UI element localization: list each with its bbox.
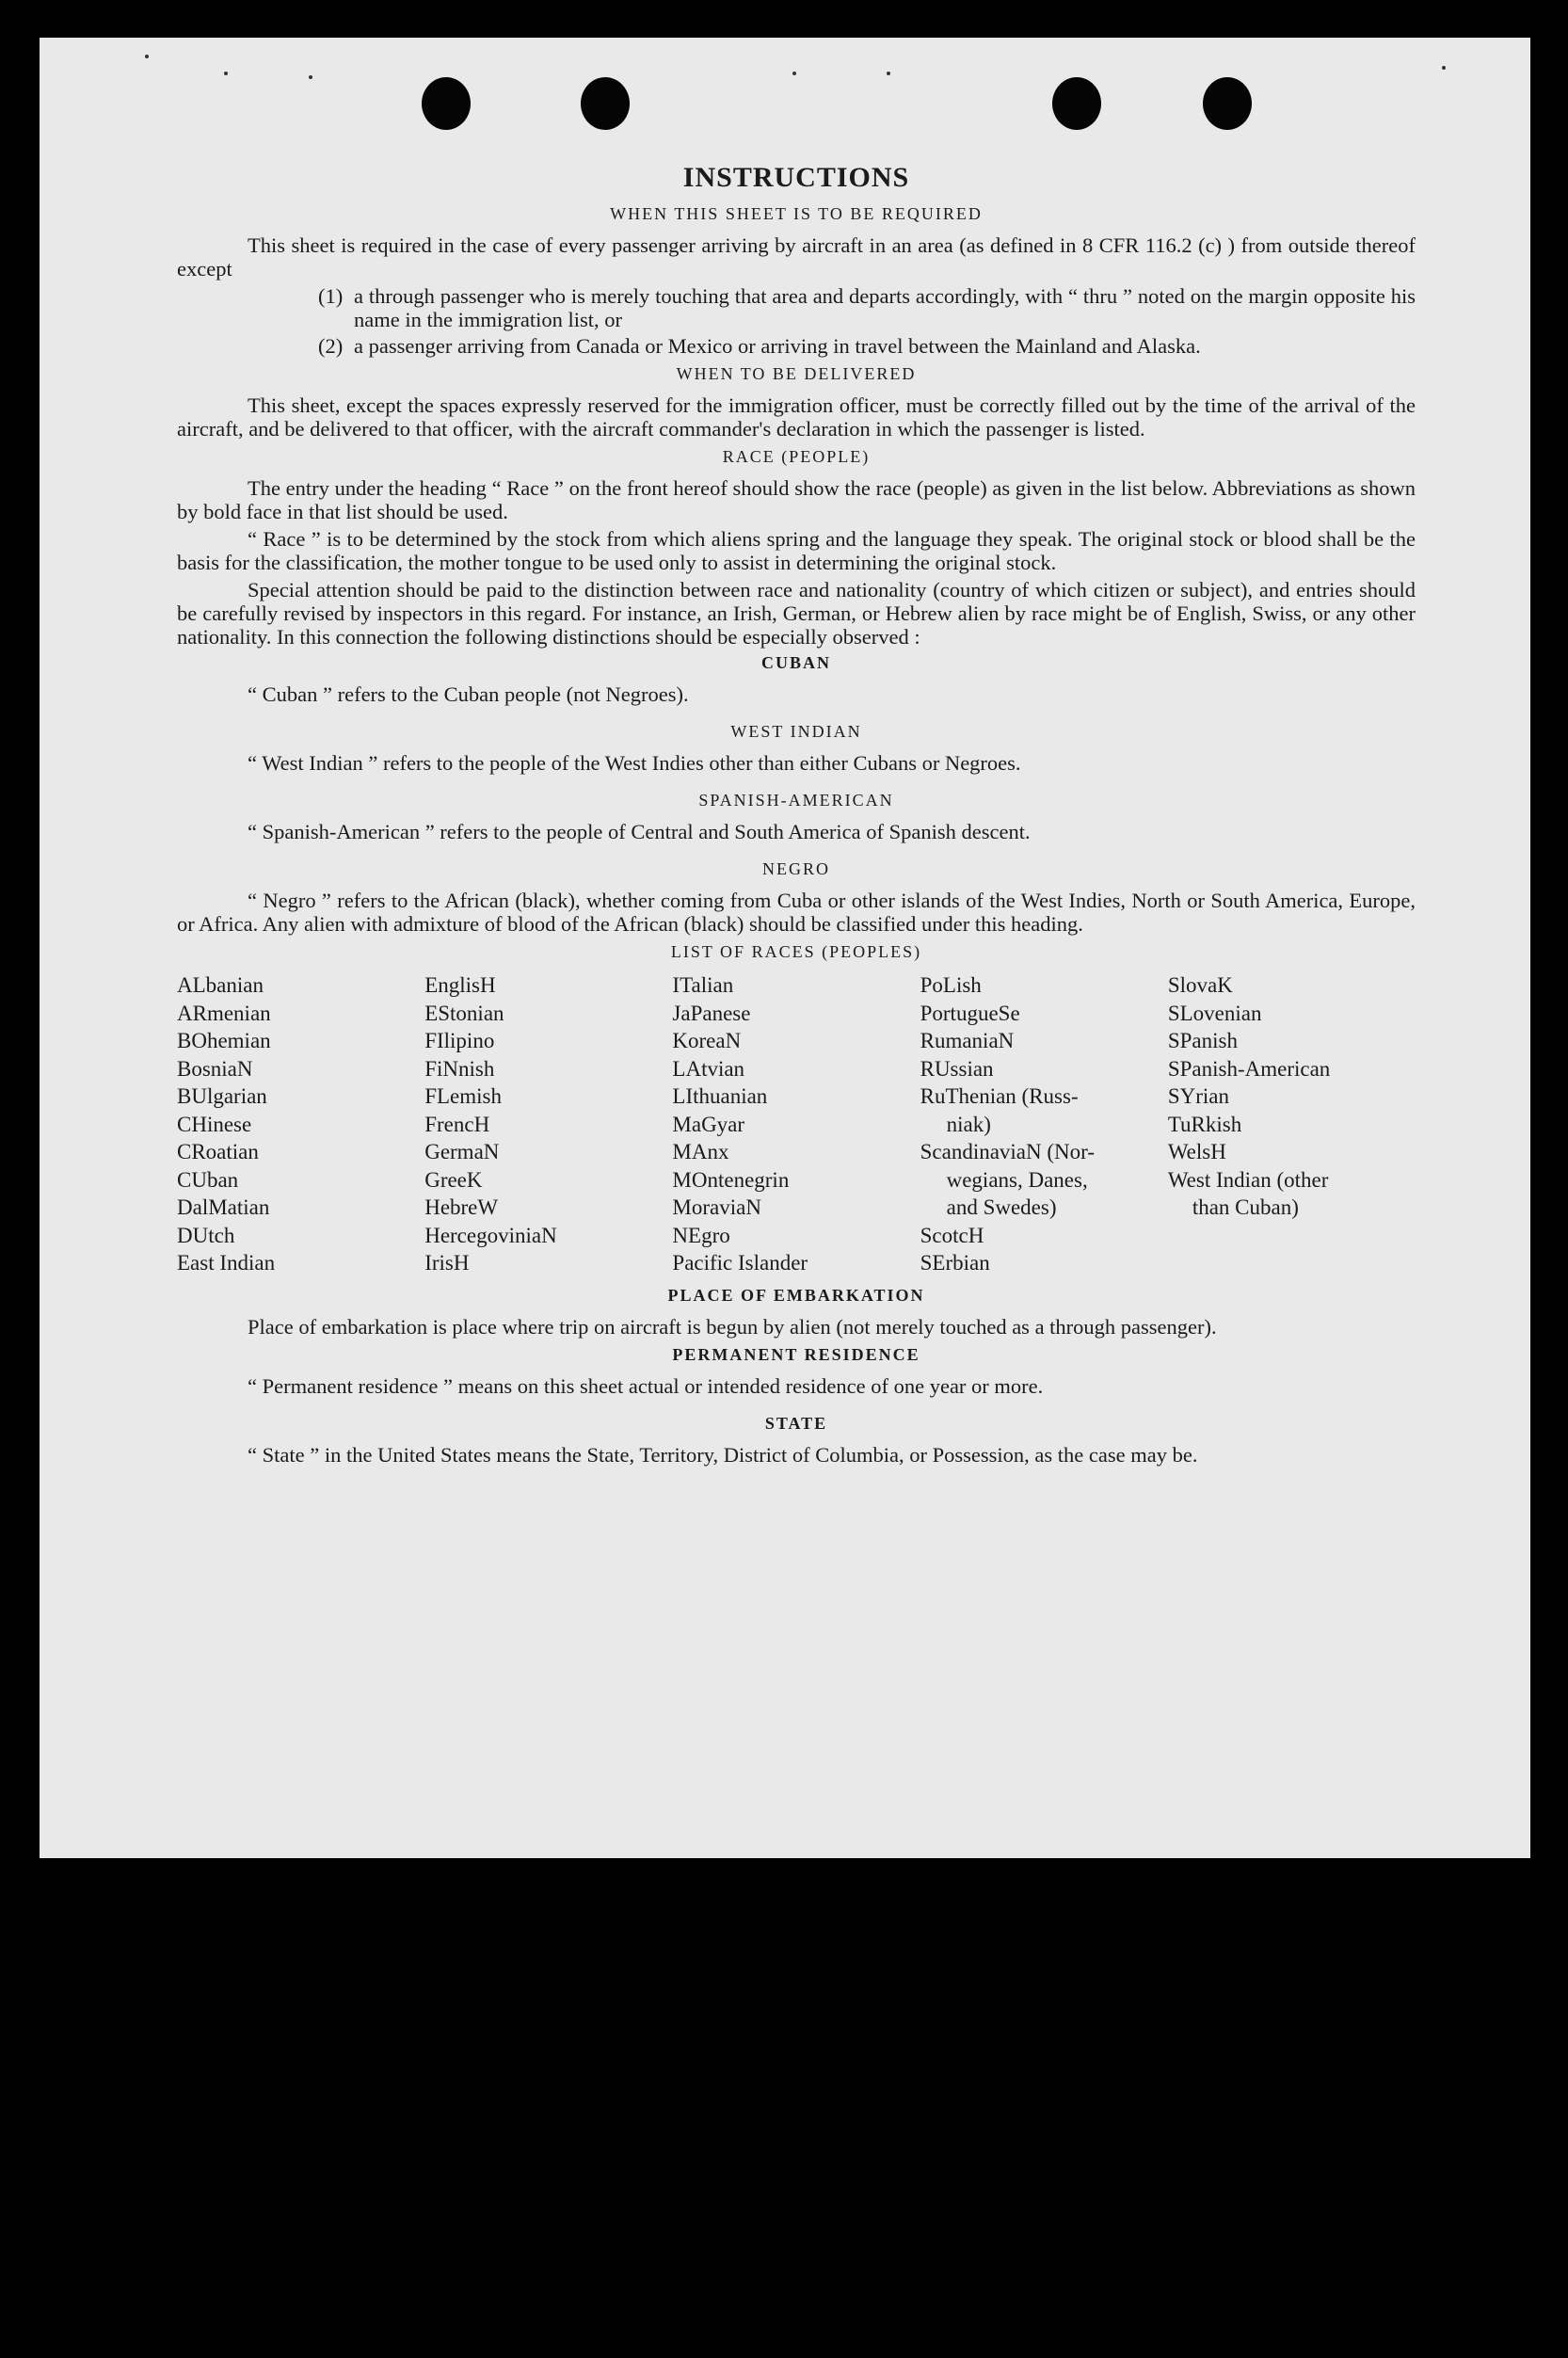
race-entry: TuRkish	[1167, 1112, 1242, 1136]
speck	[792, 72, 796, 75]
race-entry: ScotcH	[920, 1223, 984, 1247]
races-column	[672, 971, 920, 1277]
section-heading: WEST INDIAN	[730, 722, 862, 741]
race-entry: RumaniaN	[920, 1029, 1015, 1052]
race-entry: and Swedes)	[946, 1195, 1057, 1219]
races-column	[1168, 971, 1416, 1277]
paragraph: Place of embarkation is place where trip on aircraft is begun by alien (not merely touched as a through passenger).	[248, 1314, 1217, 1339]
paragraph: This sheet is required in the case of every passenger arriving by aircraft in an area (as defined in 8 CFR 116.2 (c) ) from outside thereof except	[177, 233, 1416, 281]
race-entry: than Cuban)	[1192, 1195, 1299, 1219]
race-entry: NEgro	[672, 1223, 730, 1247]
paragraph: This sheet, except the spaces expressly reserved for the immigration officer, must be correctly filled out by the time of the arrival of the aircraft, and be delivered to that officer, with the aircraft commander's declaration in which the passenger is listed.	[177, 393, 1416, 441]
race-entry: SlovaK	[1167, 973, 1233, 997]
race-entry: GreeK	[424, 1167, 483, 1192]
speck	[145, 55, 149, 58]
race-entry: niak)	[946, 1112, 991, 1136]
race-entry: West Indian (other	[1167, 1167, 1329, 1192]
race-entry: SPanish	[1167, 1029, 1238, 1052]
instructions-content	[177, 162, 1416, 1470]
section-heading: RACE (PEOPLE)	[722, 447, 871, 466]
race-entry: PortugueSe	[920, 1001, 1020, 1025]
race-entry: BosniaN	[177, 1056, 253, 1081]
document-page	[40, 38, 1530, 1858]
speck	[224, 72, 228, 75]
race-entry: CUban	[177, 1167, 239, 1192]
race-entry: IrisH	[424, 1251, 470, 1275]
list-item: (2) a passenger arriving from Canada or Mexico or arriving in travel between the Mainland and Alaska.	[318, 334, 1201, 358]
race-entry: ARmenian	[177, 1001, 271, 1025]
punch-hole	[581, 77, 630, 130]
paragraph: “ Permanent residence ” means on this sheet actual or intended residence of one year or more.	[248, 1373, 1044, 1398]
race-entry: SYrian	[1167, 1084, 1229, 1108]
race-entry: DalMatian	[177, 1195, 270, 1219]
punch-hole	[422, 77, 471, 130]
race-entry: SErbian	[920, 1251, 990, 1275]
speck	[887, 72, 890, 75]
race-entry: JaPanese	[672, 1001, 751, 1025]
race-entry: SPanish-American	[1167, 1056, 1331, 1081]
race-entry: Pacific Islander	[672, 1251, 808, 1275]
punch-hole	[1203, 77, 1252, 130]
section-heading: WHEN TO BE DELIVERED	[676, 364, 917, 383]
races-column	[177, 971, 424, 1277]
race-entry: RUssian	[920, 1056, 994, 1081]
document-title: INSTRUCTIONS	[682, 162, 910, 193]
race-entry: EnglisH	[424, 973, 496, 997]
race-entry: DUtch	[177, 1223, 235, 1247]
race-entry: GermaN	[424, 1140, 500, 1163]
paragraph: The entry under the heading “ Race ” on the front hereof should show the race (people) as given in the list below. Abbreviations as shown by bold face in that list should be used.	[177, 476, 1416, 523]
race-entry: LIthuanian	[672, 1084, 768, 1108]
races-column	[920, 971, 1168, 1277]
paragraph: “ Cuban ” refers to the Cuban people (not Negroes).	[248, 682, 689, 706]
paragraph: Special attention should be paid to the distinction between race and nationality (country of which citizen or subject), and entries should be carefully revised by inspectors in this regard. For instance, an Irish, German, or Hebrew alien by race might be of English, Swiss, or any other nationality. In this connection the following distinctions should be especially observed :	[177, 578, 1416, 649]
race-entry: RuThenian (Russ-	[920, 1084, 1079, 1108]
race-entry: ITalian	[672, 973, 734, 997]
exception-list	[177, 284, 1416, 358]
list-item: (1) a through passenger who is merely touching that area and departs accordingly, with “ thru ” noted on the margin opposite his name in the immigration list, or	[318, 284, 1416, 331]
section-heading: PLACE OF EMBARKATION	[667, 1285, 925, 1305]
race-entry: EStonian	[424, 1001, 504, 1025]
paragraph: “ Race ” is to be determined by the stock from which aliens spring and the language they speak. The original stock or blood shall be the basis for the classification, the mother tongue to be used only to assist in determining the original stock.	[177, 527, 1416, 574]
paragraph: “ West Indian ” refers to the people of the West Indies other than either Cubans or Negroes.	[248, 751, 1021, 775]
race-entry: East Indian	[177, 1251, 276, 1275]
race-entry: BOhemian	[177, 1029, 271, 1052]
paragraph: “ State ” in the United States means the State, Territory, District of Columbia, or Possession, as the case may be.	[248, 1442, 1198, 1467]
race-entry: KoreaN	[672, 1029, 742, 1052]
race-entry: MaGyar	[672, 1112, 745, 1136]
race-entry: ALbanian	[177, 973, 264, 997]
race-entry: CRoatian	[177, 1140, 259, 1163]
race-entry: HebreW	[424, 1195, 499, 1219]
section-heading: STATE	[764, 1413, 828, 1433]
races-heading: LIST OF RACES (PEOPLES)	[670, 942, 922, 961]
race-entry: CHinese	[177, 1112, 252, 1136]
race-entry: FiNnish	[424, 1056, 495, 1081]
race-entry: BUlgarian	[177, 1084, 267, 1108]
section-heading: NEGRO	[762, 859, 830, 878]
races-list	[177, 971, 1416, 1277]
race-entry: wegians, Danes,	[946, 1167, 1088, 1192]
race-entry: HercegoviniaN	[424, 1223, 557, 1247]
race-entry: SLovenian	[1167, 1001, 1262, 1025]
races-column	[424, 971, 672, 1277]
race-entry: MoraviaN	[672, 1195, 761, 1219]
race-entry: LAtvian	[672, 1056, 745, 1081]
speck	[309, 75, 312, 79]
race-entry: ScandinaviaN (Nor-	[920, 1140, 1096, 1163]
section-heading: SPANISH-AMERICAN	[698, 791, 894, 810]
race-entry: FLemish	[424, 1084, 502, 1108]
race-entry: WelsH	[1167, 1140, 1226, 1163]
race-entry: MAnx	[672, 1140, 729, 1163]
section-heading: CUBAN	[760, 653, 831, 672]
race-entry: PoLish	[920, 973, 982, 997]
race-entry: FrencH	[424, 1112, 490, 1136]
section-heading: PERMANENT RESIDENCE	[672, 1344, 920, 1364]
paragraph: “ Spanish-American ” refers to the people of Central and South America of Spanish descent.	[248, 820, 1031, 843]
race-entry: FIlipino	[424, 1029, 495, 1052]
punch-hole	[1052, 77, 1101, 130]
speck	[1442, 66, 1446, 70]
race-entry: MOntenegrin	[672, 1167, 790, 1192]
section-heading: WHEN THIS SHEET IS TO BE REQUIRED	[610, 204, 983, 223]
paragraph: “ Negro ” refers to the African (black), whether coming from Cuba or other islands of the West Indies, North or South America, Europe, or Africa. Any alien with admixture of blood of the African (black) should be classified under this heading.	[177, 889, 1416, 936]
